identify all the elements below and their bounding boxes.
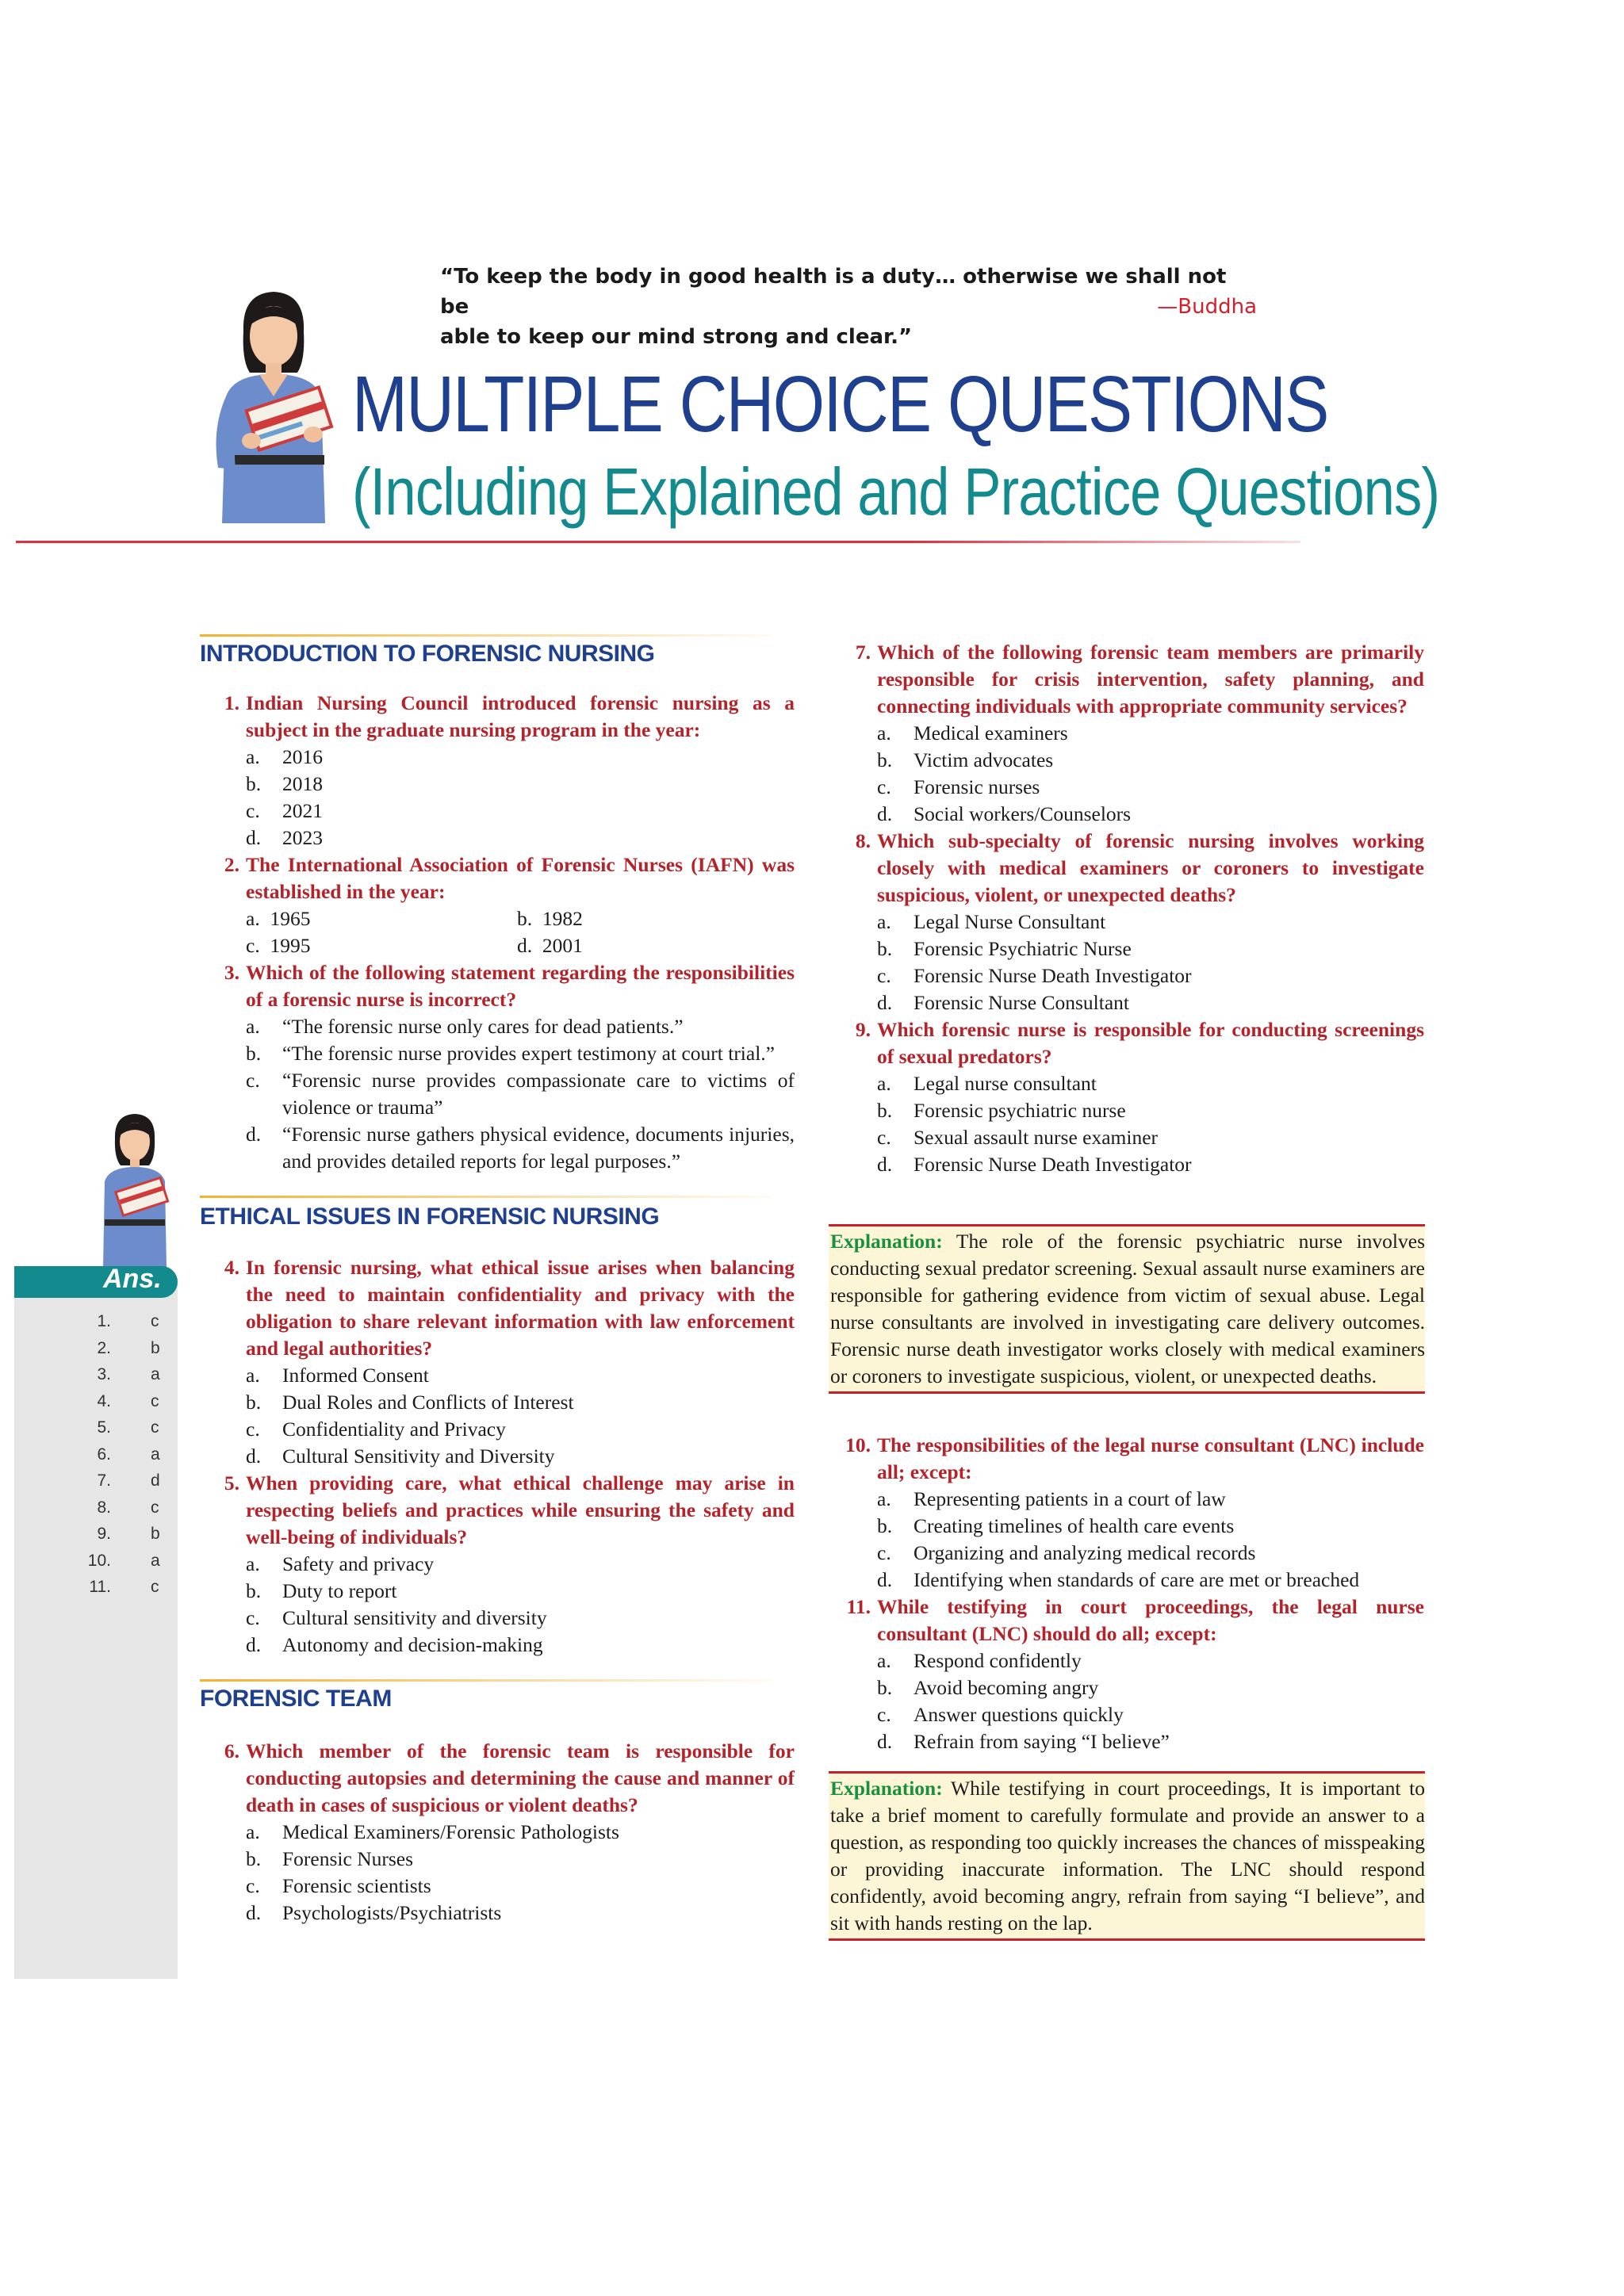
explanation-label: Explanation:	[830, 1777, 943, 1800]
answer-key-row	[79, 1361, 167, 1388]
answer-number: 3.	[97, 1365, 111, 1383]
question-group-right-top	[831, 639, 1424, 1178]
nurse-small-illustration	[87, 1110, 182, 1269]
answer-letter: b	[151, 1525, 160, 1543]
option[interactable]: a. 2016	[246, 745, 323, 768]
answer-letter: b	[151, 1338, 160, 1357]
option[interactable]: a. 1965	[246, 907, 311, 930]
question-number: 3.	[224, 961, 239, 984]
question-item	[200, 1738, 795, 1927]
answer-number: 1.	[97, 1312, 111, 1330]
answer-number: 6.	[97, 1445, 111, 1464]
option[interactable]: b. 2018	[246, 772, 323, 795]
answer-letter: c	[151, 1312, 159, 1330]
option[interactable]: a. Representing patients in a court of law	[877, 1487, 1226, 1510]
answer-number: 9.	[97, 1525, 111, 1543]
option[interactable]: d. Identifying when standards of care are met or breached	[877, 1568, 1360, 1591]
option[interactable]: a. Legal nurse consultant	[877, 1072, 1097, 1095]
question-text: Which of the following statement regarding the responsibilities of a forensic nurse is incorrect?	[246, 961, 795, 1011]
answer-letter: c	[151, 1578, 159, 1596]
option[interactable]: a. Legal Nurse Consultant	[877, 910, 1106, 933]
explanation-box	[829, 1224, 1425, 1394]
answer-letter: a	[151, 1365, 160, 1383]
question-item	[831, 1594, 1424, 1755]
question-group-right-bottom	[831, 1432, 1424, 1755]
question-text: In forensic nursing, what ethical issue arises when balancing the need to maintain confidentiality and privacy with the obligation to share relevant information with law enforcement and legal authorities?	[246, 1256, 795, 1360]
question-item	[200, 690, 795, 851]
nurse-reading-illustration	[194, 285, 353, 535]
answer-key-row	[79, 1574, 167, 1601]
question-text: Which forensic nurse is responsible for conducting screenings of sexual predators?	[877, 1018, 1424, 1068]
option[interactable]: d. “Forensic nurse gathers physical evidence, documents injuries, and provides detailed reports for legal purposes.”	[246, 1123, 795, 1173]
quote-line-2: able to keep our mind strong and clear.”	[440, 325, 913, 349]
option[interactable]: c. Confidentiality and Privacy	[246, 1418, 506, 1441]
question-text: Which of the following forensic team members are primarily responsible for crisis intervention, safety planning, and connecting individuals with appropriate community services?	[877, 641, 1424, 718]
option[interactable]: d. Cultural Sensitivity and Diversity	[246, 1445, 555, 1468]
answer-letter: c	[151, 1498, 159, 1517]
option[interactable]: a. Informed Consent	[246, 1364, 429, 1387]
question-text: When providing care, what ethical challenge may arise in respecting beliefs and practices while ensuring the safety and well-being of individuals?	[246, 1471, 795, 1548]
question-item	[831, 1432, 1424, 1594]
option[interactable]: c. Sexual assault nurse examiner	[877, 1126, 1159, 1149]
explanation-text: The role of the forensic psychiatric nurse involves conducting sexual predator screening. Sexual assault nurse examiners are responsible for gathering evidence from victim of sexual abuse. Legal nurse consultants are involved in investigating care delivery outcomes. Forensic nurse death investigator works closely with medical examiners or coroners to investigate suspicious, violent, or unexpected deaths.	[830, 1230, 1425, 1387]
option[interactable]: b. “The forensic nurse provides expert testimony at court trial.”	[246, 1042, 775, 1065]
question-number: 5.	[224, 1471, 239, 1494]
option[interactable]: d. 2023	[246, 826, 323, 849]
question-text: Which member of the forensic team is responsible for conducting autopsies and determining the cause and manner of death in cases of suspicious or violent deaths?	[246, 1739, 795, 1816]
answer-letter: c	[151, 1418, 159, 1437]
answer-key-row	[79, 1335, 167, 1362]
quote-author: —Buddha	[1157, 295, 1257, 319]
question-item	[831, 1016, 1424, 1178]
question-text: Which sub-specialty of forensic nursing involves working closely with medical examiners or coroners to investigate suspicious, violent, or unexpected deaths?	[877, 829, 1424, 906]
answer-key-row	[79, 1441, 167, 1468]
question-item	[831, 828, 1424, 1016]
answer-key-row	[79, 1414, 167, 1441]
option[interactable]: d. Refrain from saying “I believe”	[877, 1730, 1170, 1753]
option[interactable]: c. Cultural sensitivity and diversity	[246, 1606, 547, 1629]
question-number: 2.	[224, 853, 239, 876]
option[interactable]: c. Forensic scientists	[246, 1874, 431, 1897]
question-text: The International Association of Forensic Nurses (IAFN) was established in the year:	[246, 853, 795, 903]
answer-key-title: Ans.	[103, 1264, 162, 1294]
option[interactable]: c. 1995	[246, 934, 311, 957]
answer-key-row	[79, 1548, 167, 1575]
quote-line-1: “To keep the body in good health is a duty… otherwise we shall not be	[440, 265, 1227, 319]
answer-letter: c	[151, 1391, 159, 1410]
answer-letter: a	[151, 1551, 160, 1570]
answer-letter: a	[151, 1445, 160, 1464]
answer-number: 7.	[97, 1471, 111, 1490]
answer-number: 4.	[97, 1391, 111, 1410]
option[interactable]: c. Answer questions quickly	[877, 1703, 1124, 1726]
option-row	[200, 905, 795, 932]
explanation-box	[829, 1771, 1425, 1941]
section-rule	[200, 1679, 771, 1682]
question-group-ethical	[200, 1254, 795, 1659]
option[interactable]: b. Forensic Nurses	[246, 1847, 414, 1870]
answer-key-row	[79, 1494, 167, 1521]
answer-number: 5.	[97, 1418, 111, 1437]
page-subtitle: (Including Explained and Practice Questions)	[352, 454, 1440, 529]
section-heading-ethical: ETHICAL ISSUES IN FORENSIC NURSING	[200, 1203, 660, 1230]
option[interactable]: a. Safety and privacy	[246, 1552, 435, 1575]
question-number: 9.	[855, 1018, 871, 1041]
option[interactable]: b. Forensic Psychiatric Nurse	[877, 937, 1132, 960]
answer-key-row	[79, 1521, 167, 1548]
option[interactable]: d. Autonomy and decision-making	[246, 1633, 543, 1656]
title-divider	[16, 541, 1300, 543]
page-title: MULTIPLE CHOICE QUESTIONS	[352, 360, 1328, 449]
epigraph-quote	[440, 262, 1257, 352]
question-number: 8.	[855, 829, 871, 852]
section-rule	[200, 1196, 771, 1198]
option[interactable]: b. Dual Roles and Conflicts of Interest	[246, 1391, 574, 1414]
question-number: 11.	[846, 1595, 871, 1618]
question-item	[200, 1470, 795, 1659]
section-rule	[200, 634, 771, 637]
answer-key-row	[79, 1388, 167, 1415]
option[interactable]: d. Social workers/Counselors	[877, 802, 1132, 825]
option[interactable]: a. “The forensic nurse only cares for dead patients.”	[246, 1015, 684, 1038]
question-text: The responsibilities of the legal nurse consultant (LNC) include all; except:	[877, 1433, 1424, 1483]
question-number: 1.	[224, 691, 239, 714]
option[interactable]: c. 2021	[246, 799, 323, 822]
option[interactable]: b. Duty to report	[246, 1579, 397, 1602]
option[interactable]: c. “Forensic nurse provides compassionate care to victims of violence or trauma”	[246, 1069, 795, 1119]
section-heading-introduction: INTRODUCTION TO FORENSIC NURSING	[200, 641, 655, 667]
explanation-text: While testifying in court proceedings, It is important to take a brief moment to carefully formulate and provide an answer to a question, as responding too quickly increases the chances of misspeaking or providing inaccurate information. The LNC should respond confidently, avoid becoming angry, refrain from saying “I believe”, and sit with hands resting on the lap.	[830, 1777, 1425, 1934]
section-heading-team: FORENSIC TEAM	[200, 1686, 392, 1712]
option[interactable]: a. Medical examiners	[877, 721, 1068, 744]
answer-number: 11.	[89, 1578, 111, 1596]
question-number: 4.	[224, 1256, 239, 1279]
answer-key-row	[79, 1468, 167, 1494]
question-item	[200, 959, 795, 1175]
option[interactable]: d. Forensic Nurse Death Investigator	[877, 1153, 1192, 1176]
question-number: 6.	[224, 1739, 239, 1762]
option[interactable]: b. Creating timelines of health care events	[877, 1514, 1235, 1537]
explanation-label: Explanation:	[830, 1230, 943, 1253]
answer-letter: d	[151, 1471, 160, 1490]
option[interactable]: d. Forensic Nurse Consultant	[877, 991, 1129, 1014]
option[interactable]: b. Forensic psychiatric nurse	[877, 1099, 1126, 1122]
question-text: While testifying in court proceedings, the legal nurse consultant (LNC) should do all; except:	[877, 1595, 1424, 1645]
question-number: 7.	[855, 641, 871, 664]
answer-key-list	[79, 1308, 167, 1601]
option[interactable]: c. Organizing and analyzing medical records	[877, 1541, 1256, 1564]
question-group-team	[200, 1738, 795, 1927]
question-item	[831, 639, 1424, 828]
question-text: Indian Nursing Council introduced forensic nursing as a subject in the graduate nursing program in the year:	[246, 691, 795, 741]
option[interactable]: d. Psychologists/Psychiatrists	[246, 1901, 502, 1924]
option[interactable]: c. Forensic nurses	[877, 775, 1040, 798]
question-item	[200, 1254, 795, 1470]
question-group-intro	[200, 690, 795, 1175]
option[interactable]: a. Medical Examiners/Forensic Pathologists	[246, 1820, 619, 1843]
option-row	[200, 932, 795, 959]
option[interactable]: a. Respond confidently	[877, 1649, 1082, 1672]
answer-key-row	[79, 1308, 167, 1335]
option[interactable]: b. Victim advocates	[877, 748, 1054, 771]
answer-number: 2.	[97, 1338, 111, 1357]
answer-number: 8.	[97, 1498, 111, 1517]
option[interactable]: c. Forensic Nurse Death Investigator	[877, 964, 1192, 987]
option[interactable]: d. 2001	[517, 934, 583, 957]
question-item	[200, 851, 795, 959]
answer-number: 10.	[87, 1551, 111, 1570]
question-number: 10.	[845, 1433, 871, 1456]
option[interactable]: b. Avoid becoming angry	[877, 1676, 1099, 1699]
option[interactable]: b. 1982	[517, 907, 583, 930]
